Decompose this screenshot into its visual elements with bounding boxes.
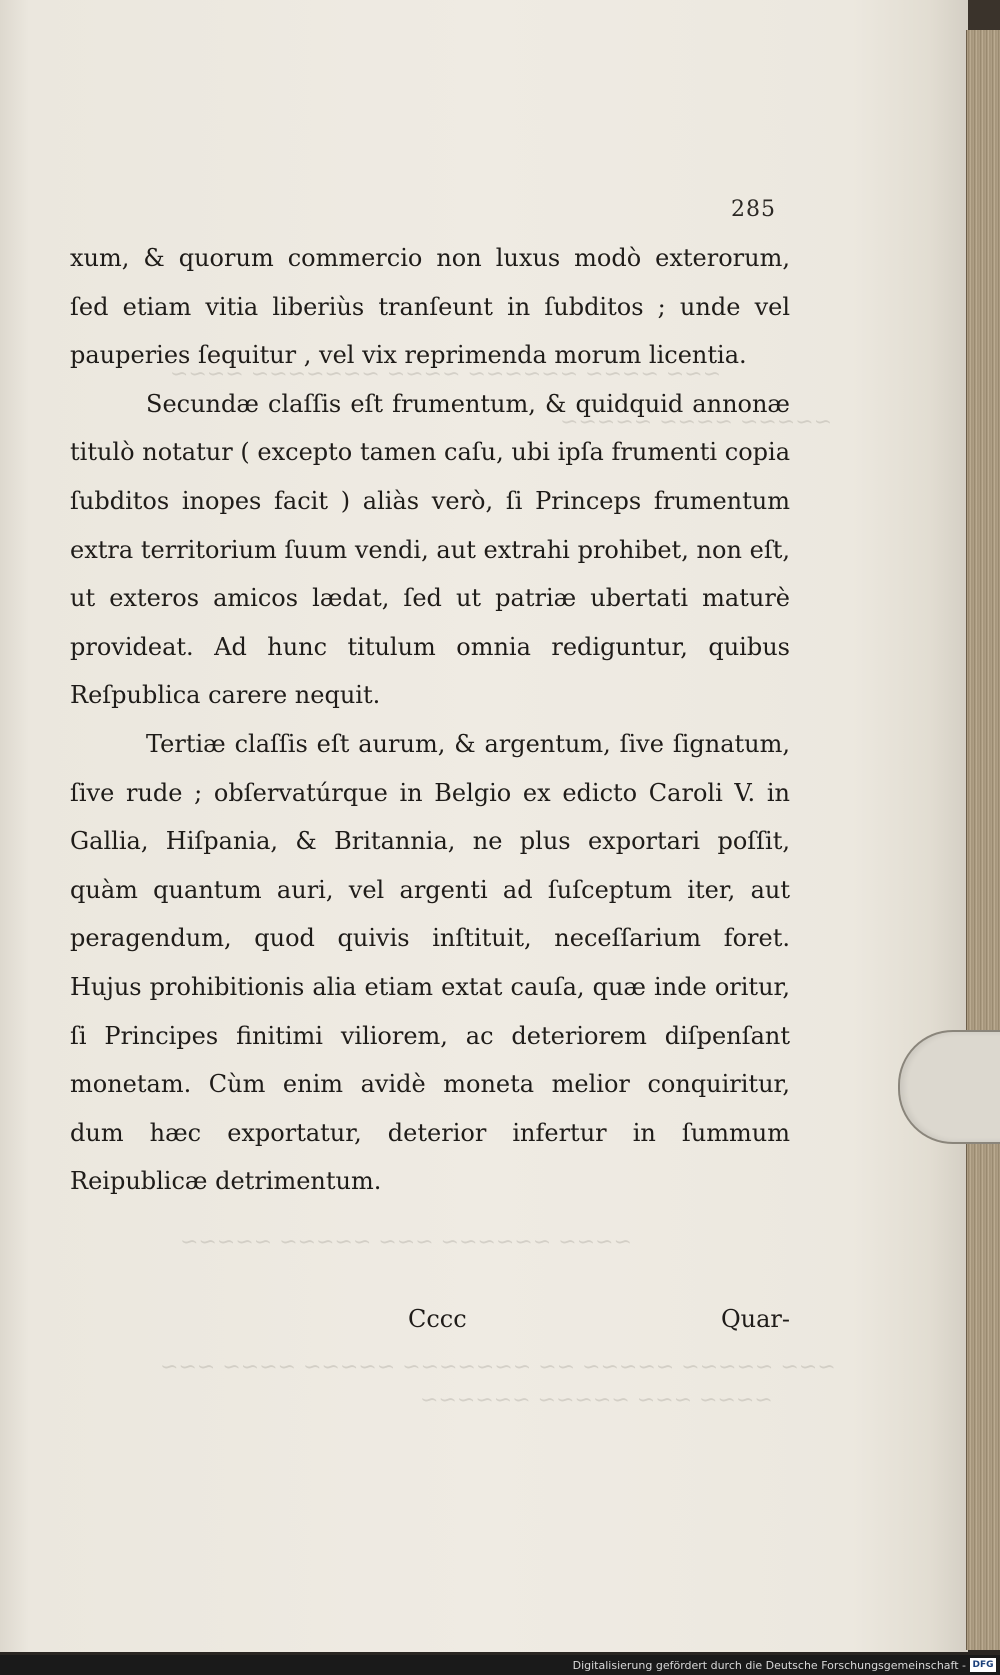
catchline [70, 1305, 790, 1345]
show-through-text: ~~~~ ~~~ ~~~~~ ~~~~~~ [420, 1388, 773, 1413]
page-tab-marker [898, 1030, 1000, 1144]
dfg-logo: DFG [970, 1658, 996, 1672]
show-through-text: ~~~ ~~~~~ ~~~~~ ~~ ~~~~~~~ ~~~~~ ~~~~ ~~~ [160, 1355, 836, 1380]
book-fore-edge [966, 30, 1000, 1650]
page-number: 285 [731, 197, 776, 222]
show-through-text: ~~~~~ ~~~~ ~~~~~ [560, 410, 833, 435]
catchword: Quar- [720, 1305, 790, 1333]
show-through-text: ~~~~ ~~~~~~ ~~~ ~~~~~ ~~~~~ [180, 1230, 632, 1255]
show-through-text: ~~~ ~~~~ ~~~~~~ ~~~~ ~~~~~~~ ~~~~ [170, 362, 722, 387]
footer-credit: Digitalisierung gefördert durch die Deutsche Forschungsgemeinschaft - [572, 1659, 966, 1672]
paragraph-secunda: Secundæ claſſis eſt frumentum, & quidquid annonæ titulò notatur ( excepto tamen caſu, ubi ipſa frumenti copia ſubditos inopes facit ) aliàs verò, ſi Princeps frumentum extra territorium ſuum vendi, aut extrahi prohibet, non eſt, ut exteros amicos lædat, ſed ut patriæ ubertati maturè provideat. Ad hunc titulum omnia rediguntur, quibus Reſpublica carere nequit. [70, 389, 790, 710]
signature-mark: Cccc [408, 1305, 467, 1333]
book-edge-top [966, 0, 1000, 32]
paragraph-tertia: Tertiæ claſſis eſt aurum, & argentum, ſive ſignatum, ſive rude ; obſervatúrque in Belgio ex edicto Caroli V. in Gallia, Hiſpania, & Britannia, ne plus exportari poſſit, quàm quantum auri, vel argenti ad ſuſceptum iter, aut peragendum, quod quivis inſtituit, neceſſarium foret. Hujus prohibitionis alia etiam extat cauſa, quæ inde oritur, ſi Principes finitimi viliorem, ac deteriorem diſpenſant monetam. Cùm enim avidè moneta melior conquiritur, dum hæc exportatur, deterior infertur in ſummum Reipublicæ detrimentum. [70, 729, 790, 1196]
paragraph-continuation: xum, & quorum commercio non luxus modò exterorum, ſed etiam vitia liberiùs tranſeunt in ſubditos ; unde vel pauperies ſequitur , vel vix reprimenda morum licentia. [70, 244, 790, 370]
body-text [70, 234, 790, 1206]
